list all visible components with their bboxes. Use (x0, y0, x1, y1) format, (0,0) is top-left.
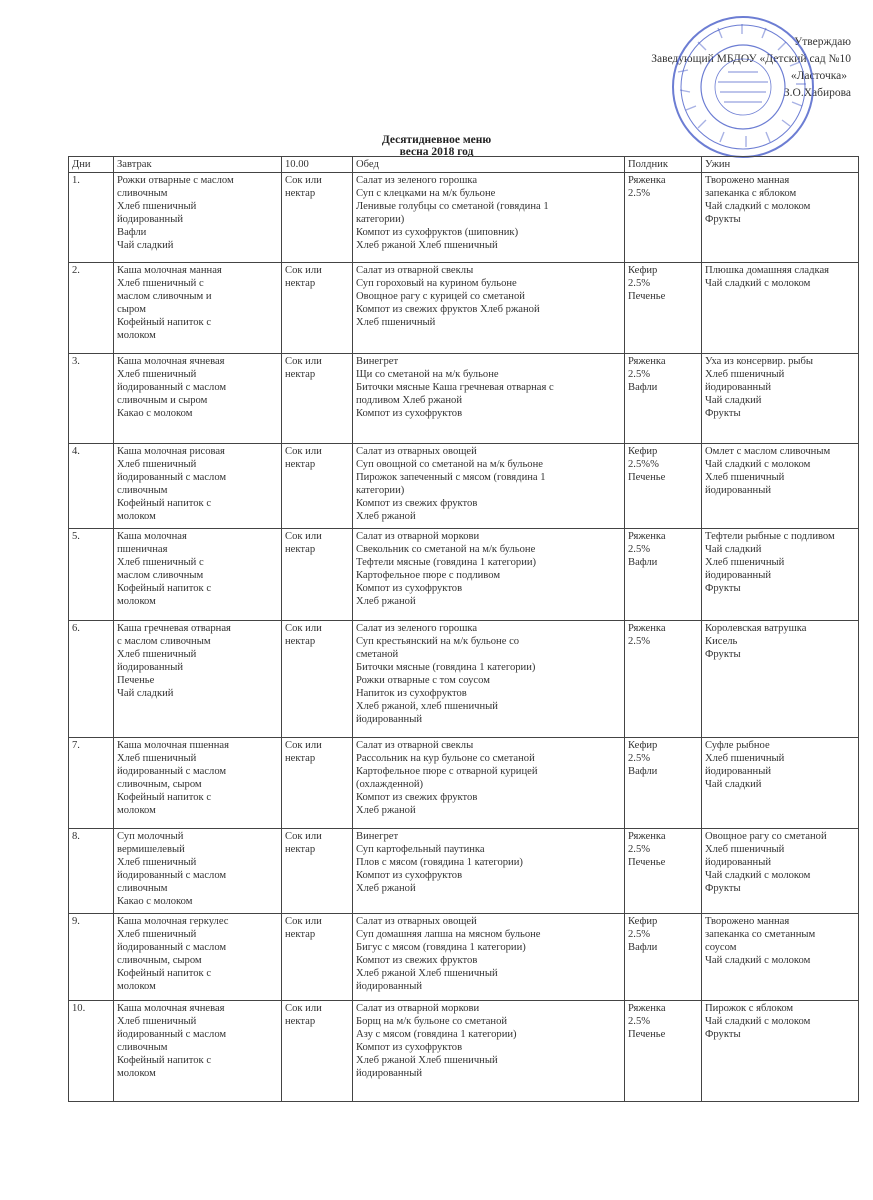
cell-dinner (702, 173, 859, 263)
cell-text-line: 2.5% (628, 753, 651, 764)
cell-text-line: 2.5% (628, 369, 651, 380)
cell-text-line: Чай сладкий (117, 688, 174, 699)
cell-text-line: Хлеб ржаной (356, 883, 416, 894)
cell-afternoon-snack (625, 173, 702, 263)
cell-afternoon-snack (625, 621, 702, 738)
cell-text-line: Биточки мясные Каша гречневая отварная с (356, 382, 554, 393)
cell-second-breakfast (282, 354, 353, 444)
cell-text-line: Компот из сухофруктов (шиповник) (356, 227, 519, 238)
cell-text-line: маслом сливочным и (117, 291, 212, 302)
cell-text-line: нектар (285, 369, 316, 380)
cell-text-line: Винегрет (356, 356, 399, 367)
cell-text-line: Какао с молоком (117, 896, 193, 907)
cell-text-line: молоком (117, 511, 156, 522)
cell-text-line: йодированный (356, 714, 423, 725)
cell-text-line: Суфле рыбное (705, 740, 770, 751)
table-row (69, 444, 859, 529)
cell-text-line: Салат из отварных овощей (356, 916, 477, 927)
cell-breakfast (114, 354, 282, 444)
cell-text-line: сметаной (356, 649, 399, 660)
cell-text-line: Хлеб пшеничный (117, 369, 197, 380)
cell-dinner (702, 529, 859, 621)
cell-text-line: Компот из свежих фруктов (356, 792, 478, 803)
cell-text-line: Кофейный напиток с (117, 1055, 212, 1066)
cell-text-line: йодированный (705, 857, 772, 868)
cell-text-line: Суп крестьянский на м/к бульоне со (356, 636, 520, 647)
cell-text-line: Вафли (628, 557, 658, 568)
cell-text-line: Чай сладкий (117, 240, 174, 251)
cell-breakfast (114, 621, 282, 738)
cell-text-line: Компот из сухофруктов (356, 870, 463, 881)
cell-text-line: Салат из отварной моркови (356, 1003, 480, 1014)
cell-text-line: Вафли (628, 766, 658, 777)
cell-text-line: 2.5% (628, 544, 651, 555)
cell-text-line: Хлеб пшеничный (117, 929, 197, 940)
cell-text-line: Хлеб пшеничный (117, 459, 197, 470)
cell-text-line: 2.5% (628, 929, 651, 940)
cell-text-line: Хлеб пшеничный (705, 844, 785, 855)
cell-text-line: йодированный с маслом (117, 766, 227, 777)
cell-text-line: Суп с клецками на м/к бульоне (356, 188, 496, 199)
cell-text-line: Сок или (285, 356, 322, 367)
cell-text-line: Чай сладкий (705, 779, 762, 790)
cell-text-line: йодированный с маслом (117, 382, 227, 393)
cell-dinner (702, 354, 859, 444)
approval-line: Заведующий МБДОУ «Детский сад №10 (651, 53, 851, 65)
approval-line: «Ласточка» (790, 70, 847, 82)
cell-text-line: Компот из свежих фруктов Хлеб ржаной (356, 304, 540, 315)
cell-text-line: Сок или (285, 740, 322, 751)
cell-afternoon-snack (625, 829, 702, 914)
cell-text-line: Хлеб пшеничный (117, 857, 197, 868)
cell-text-line: пшеничная (117, 544, 168, 555)
cell-breakfast (114, 829, 282, 914)
cell-text-line: молоком (117, 1068, 156, 1079)
cell-text-line: маслом сливочным (117, 570, 204, 581)
cell-text-line: Чай сладкий с молоком (705, 1016, 811, 1027)
cell-dinner (702, 829, 859, 914)
cell-text-line: Фрукты (705, 1029, 741, 1040)
cell-text-line: Чай сладкий (705, 395, 762, 406)
cell-text-line: с маслом сливочным (117, 636, 211, 647)
cell-afternoon-snack (625, 354, 702, 444)
header-afternoon-snack: Полдник (625, 157, 702, 173)
cell-text-line: Хлеб пшеничный (705, 753, 785, 764)
cell-day: 5. (69, 529, 114, 621)
cell-text-line: Ряженка (628, 1003, 666, 1014)
cell-text-line: Хлеб пшеничный с (117, 557, 204, 568)
header-second-breakfast: 10.00 (282, 157, 353, 173)
cell-text-line: Сок или (285, 623, 322, 634)
header-lunch: Обед (353, 157, 625, 173)
cell-day: 8. (69, 829, 114, 914)
cell-text-line: вермишелевый (117, 844, 185, 855)
cell-text-line: Тефтели рыбные с подливом (705, 531, 835, 542)
cell-afternoon-snack (625, 529, 702, 621)
cell-text-line: нектар (285, 459, 316, 470)
cell-text-line: Вафли (628, 382, 658, 393)
approval-line: Утверждаю (794, 36, 851, 48)
cell-lunch (353, 529, 625, 621)
cell-dinner (702, 444, 859, 529)
cell-afternoon-snack (625, 914, 702, 1001)
cell-text-line: Хлеб пшеничный (705, 472, 785, 483)
cell-text-line: Фрукты (705, 214, 741, 225)
cell-text-line: Картофельное пюре с подливом (356, 570, 501, 581)
cell-text-line: молоком (117, 981, 156, 992)
cell-text-line: Салат из зеленого горошка (356, 175, 478, 186)
cell-text-line: нектар (285, 188, 316, 199)
cell-text-line: Кефир (628, 446, 658, 457)
cell-text-line: Пирожок с яблоком (705, 1003, 794, 1014)
cell-text-line: Чай сладкий с молоком (705, 459, 811, 470)
cell-second-breakfast (282, 1001, 353, 1102)
cell-text-line: Ряженка (628, 175, 666, 186)
cell-text-line: Сок или (285, 175, 322, 186)
cell-text-line: Чай сладкий (705, 544, 762, 555)
cell-day: 3. (69, 354, 114, 444)
cell-second-breakfast (282, 621, 353, 738)
cell-text-line: Печенье (628, 857, 666, 868)
cell-text-line: запеканка со сметанным (705, 929, 816, 940)
cell-text-line: Бигус с мясом (говядина 1 категории) (356, 942, 526, 953)
cell-text-line: Азу с мясом (говядина 1 категории) (356, 1029, 517, 1040)
cell-text-line: Каша молочная (117, 531, 187, 542)
cell-text-line: Каша молочная ячневая (117, 356, 225, 367)
cell-afternoon-snack (625, 738, 702, 829)
cell-text-line: Печенье (628, 1029, 666, 1040)
cell-second-breakfast (282, 829, 353, 914)
cell-text-line: Кофейный напиток с (117, 792, 212, 803)
cell-text-line: Омлет с маслом сливочным (705, 446, 831, 457)
cell-text-line: Печенье (628, 472, 666, 483)
cell-text-line: Сок или (285, 831, 322, 842)
cell-text-line: Фрукты (705, 649, 741, 660)
cell-text-line: Фрукты (705, 408, 741, 419)
cell-breakfast (114, 529, 282, 621)
cell-text-line: нектар (285, 636, 316, 647)
cell-text-line: Кефир (628, 265, 658, 276)
cell-text-line: Каша молочная рисовая (117, 446, 225, 457)
cell-text-line: Салат из зеленого горошка (356, 623, 478, 634)
cell-lunch (353, 1001, 625, 1102)
cell-text-line: Кефир (628, 740, 658, 751)
cell-text-line: Компот из свежих фруктов (356, 955, 478, 966)
table-row (69, 173, 859, 263)
cell-text-line: Картофельное пюре с отварной курицей (356, 766, 538, 777)
cell-text-line: Хлеб ржаной (356, 511, 416, 522)
cell-text-line: Ряженка (628, 531, 666, 542)
cell-breakfast (114, 263, 282, 354)
cell-text-line: йодированный (356, 981, 423, 992)
cell-text-line: сливочным, сыром (117, 779, 202, 790)
cell-breakfast (114, 173, 282, 263)
cell-text-line: нектар (285, 844, 316, 855)
cell-text-line: Тефтели мясные (говядина 1 категории) (356, 557, 537, 568)
cell-text-line: Компот из свежих фруктов (356, 498, 478, 509)
cell-dinner (702, 263, 859, 354)
cell-text-line: Рожки отварные с том соусом (356, 675, 490, 686)
cell-text-line: Каша молочная пшенная (117, 740, 229, 751)
cell-lunch (353, 738, 625, 829)
cell-second-breakfast (282, 529, 353, 621)
cell-text-line: Печенье (117, 675, 155, 686)
cell-text-line: сливочным (117, 1042, 168, 1053)
cell-text-line: Сок или (285, 1003, 322, 1014)
cell-day: 10. (69, 1001, 114, 1102)
cell-text-line: Кофейный напиток с (117, 968, 212, 979)
cell-text-line: Рассольник на кур бульоне со сметаной (356, 753, 535, 764)
cell-text-line: Плов с мясом (говядина 1 категории) (356, 857, 523, 868)
cell-text-line: Фрукты (705, 583, 741, 594)
cell-breakfast (114, 1001, 282, 1102)
cell-text-line: Хлеб ржаной Хлеб пшеничный (356, 240, 498, 251)
cell-afternoon-snack (625, 263, 702, 354)
cell-text-line: сливочным и сыром (117, 395, 208, 406)
cell-day: 6. (69, 621, 114, 738)
menu-table (68, 156, 859, 1102)
cell-text-line: Хлеб пшеничный (117, 753, 197, 764)
cell-lunch (353, 621, 625, 738)
cell-text-line: Каша молочная манная (117, 265, 222, 276)
table-row (69, 738, 859, 829)
cell-afternoon-snack (625, 1001, 702, 1102)
cell-text-line: Чай сладкий с молоком (705, 278, 811, 289)
title-line-1: Десятидневное меню (381, 134, 492, 146)
cell-text-line: 2.5%% (628, 459, 659, 470)
cell-text-line: Кофейный напиток с (117, 317, 212, 328)
table-row (69, 529, 859, 621)
cell-text-line: Чай сладкий с молоком (705, 201, 811, 212)
cell-second-breakfast (282, 173, 353, 263)
cell-text-line: Сок или (285, 446, 322, 457)
cell-text-line: Свекольник со сметаной на м/к бульоне (356, 544, 536, 555)
cell-text-line: Каша молочная геркулес (117, 916, 229, 927)
cell-text-line: Ленивые голубцы со сметаной (говядина 1 (356, 201, 549, 212)
cell-text-line: Печенье (628, 291, 666, 302)
cell-text-line: Салат из отварной моркови (356, 531, 480, 542)
cell-text-line: Суп овощной со сметаной на м/к бульоне (356, 459, 543, 470)
menu-table-body (69, 173, 859, 1102)
cell-text-line: Овощное рагу с курицей со сметаной (356, 291, 525, 302)
header-breakfast: Завтрак (114, 157, 282, 173)
cell-second-breakfast (282, 263, 353, 354)
cell-breakfast (114, 914, 282, 1001)
cell-text-line: Вафли (628, 942, 658, 953)
cell-text-line: Ряженка (628, 356, 666, 367)
cell-second-breakfast (282, 444, 353, 529)
cell-text-line: 2.5% (628, 278, 651, 289)
cell-text-line: Суп домашняя лапша на мясном бульоне (356, 929, 541, 940)
cell-day: 2. (69, 263, 114, 354)
cell-text-line: йодированный (356, 1068, 423, 1079)
cell-text-line: молоком (117, 596, 156, 607)
cell-lunch (353, 354, 625, 444)
cell-text-line: Напиток из сухофруктов (356, 688, 467, 699)
cell-text-line: 2.5% (628, 1016, 651, 1027)
cell-text-line: Королевская ватрушка (705, 623, 807, 634)
cell-text-line: Суп гороховый на курином бульоне (356, 278, 517, 289)
table-row (69, 914, 859, 1001)
cell-text-line: йодированный (705, 766, 772, 777)
table-row (69, 354, 859, 444)
cell-text-line: Биточки мясные (говядина 1 категории) (356, 662, 536, 673)
cell-text-line: Кефир (628, 916, 658, 927)
header-dinner: Ужин (702, 157, 859, 173)
cell-text-line: (охлажденной) (356, 779, 424, 790)
cell-text-line: Салат из отварной свеклы (356, 740, 474, 751)
cell-dinner (702, 1001, 859, 1102)
cell-text-line: Хлеб ржаной Хлеб пшеничный (356, 968, 498, 979)
cell-text-line: нектар (285, 1016, 316, 1027)
cell-text-line: соусом (705, 942, 737, 953)
cell-lunch (353, 263, 625, 354)
cell-text-line: Хлеб ржаной Хлеб пшеничный (356, 1055, 498, 1066)
cell-text-line: Какао с молоком (117, 408, 193, 419)
cell-text-line: Кофейный напиток с (117, 583, 212, 594)
cell-day: 9. (69, 914, 114, 1001)
cell-text-line: сыром (117, 304, 146, 315)
title-line-2: весна 2018 год (399, 146, 474, 158)
cell-text-line: Пирожок запеченный с мясом (говядина 1 (356, 472, 546, 483)
cell-second-breakfast (282, 738, 353, 829)
cell-text-line: молоком (117, 330, 156, 341)
table-row (69, 621, 859, 738)
cell-text-line: Салат из отварных овощей (356, 446, 477, 457)
cell-text-line: Рожки отварные с маслом (117, 175, 234, 186)
cell-text-line: Компот из сухофруктов (356, 408, 463, 419)
cell-text-line: 2.5% (628, 844, 651, 855)
cell-text-line: Сок или (285, 916, 322, 927)
cell-text-line: Творожено манная (705, 916, 790, 927)
cell-breakfast (114, 738, 282, 829)
cell-text-line: йодированный (705, 382, 772, 393)
cell-text-line: Винегрет (356, 831, 399, 842)
table-header-row (69, 157, 859, 173)
cell-day: 7. (69, 738, 114, 829)
cell-text-line: йодированный с маслом (117, 942, 227, 953)
cell-text-line: йодированный с маслом (117, 1029, 227, 1040)
cell-text-line: йодированный с маслом (117, 472, 227, 483)
cell-text-line: Ряженка (628, 623, 666, 634)
cell-day: 1. (69, 173, 114, 263)
cell-text-line: йодированный (117, 214, 184, 225)
cell-text-line: 2.5% (628, 188, 651, 199)
header-days: Дни (69, 157, 114, 173)
cell-lunch (353, 173, 625, 263)
cell-day: 4. (69, 444, 114, 529)
cell-text-line: Суп молочный (117, 831, 184, 842)
cell-text-line: 2.5% (628, 636, 651, 647)
cell-text-line: Сок или (285, 265, 322, 276)
cell-text-line: категории) (356, 485, 405, 496)
cell-text-line: нектар (285, 278, 316, 289)
cell-breakfast (114, 444, 282, 529)
cell-text-line: йодированный (705, 485, 772, 496)
cell-text-line: Щи со сметаной на м/к бульоне (356, 369, 499, 380)
cell-text-line: сливочным, сыром (117, 955, 202, 966)
cell-text-line: Кисель (705, 636, 738, 647)
table-row (69, 263, 859, 354)
cell-text-line: Хлеб ржаной (356, 805, 416, 816)
cell-text-line: сливочным (117, 883, 168, 894)
cell-text-line: Чай сладкий с молоком (705, 955, 811, 966)
cell-text-line: Хлеб пшеничный (117, 649, 197, 660)
cell-text-line: Плюшка домашняя сладкая (705, 265, 830, 276)
cell-text-line: Борщ на м/к бульоне со сметаной (356, 1016, 508, 1027)
cell-text-line: Уха из консервир. рыбы (705, 356, 814, 367)
cell-text-line: сливочным (117, 188, 168, 199)
cell-text-line: Хлеб ржаной, хлеб пшеничный (356, 701, 498, 712)
cell-lunch (353, 829, 625, 914)
cell-text-line: Фрукты (705, 883, 741, 894)
cell-text-line: Хлеб пшеничный (117, 1016, 197, 1027)
cell-text-line: Каша гречневая отварная (117, 623, 231, 634)
cell-text-line: нектар (285, 929, 316, 940)
cell-text-line: Хлеб пшеничный (117, 201, 197, 212)
cell-text-line: йодированный (117, 662, 184, 673)
table-row (69, 829, 859, 914)
cell-text-line: Овощное рагу со сметаной (705, 831, 827, 842)
approval-line: З.О.Хабирова (783, 87, 851, 99)
cell-text-line: йодированный (705, 570, 772, 581)
cell-text-line: Чай сладкий с молоком (705, 870, 811, 881)
cell-text-line: Сок или (285, 531, 322, 542)
cell-text-line: Хлеб пшеничный (705, 369, 785, 380)
cell-text-line: Компот из сухофруктов (356, 1042, 463, 1053)
cell-lunch (353, 444, 625, 529)
cell-text-line: сливочным (117, 485, 168, 496)
cell-text-line: Хлеб пшеничный (705, 557, 785, 568)
cell-text-line: Хлеб ржаной (356, 596, 416, 607)
cell-text-line: нектар (285, 753, 316, 764)
cell-second-breakfast (282, 914, 353, 1001)
cell-lunch (353, 914, 625, 1001)
cell-dinner (702, 621, 859, 738)
cell-text-line: категории) (356, 214, 405, 225)
cell-text-line: Кофейный напиток с (117, 498, 212, 509)
cell-dinner (702, 914, 859, 1001)
cell-text-line: Суп картофельный паутинка (356, 844, 485, 855)
cell-text-line: Компот из сухофруктов (356, 583, 463, 594)
cell-dinner (702, 738, 859, 829)
table-row (69, 1001, 859, 1102)
cell-text-line: Хлеб пшеничный с (117, 278, 204, 289)
document-title (0, 134, 873, 158)
cell-text-line: йодированный с маслом (117, 870, 227, 881)
cell-text-line: Ряженка (628, 831, 666, 842)
cell-text-line: молоком (117, 805, 156, 816)
cell-text-line: Салат из отварной свеклы (356, 265, 474, 276)
cell-text-line: нектар (285, 544, 316, 555)
cell-text-line: Хлеб пшеничный (356, 317, 436, 328)
cell-text-line: подливом Хлеб ржаной (356, 395, 463, 406)
cell-afternoon-snack (625, 444, 702, 529)
cell-text-line: Каша молочная ячневая (117, 1003, 225, 1014)
cell-text-line: запеканка с яблоком (705, 188, 797, 199)
cell-text-line: Вафли (117, 227, 147, 238)
cell-text-line: Творожено манная (705, 175, 790, 186)
